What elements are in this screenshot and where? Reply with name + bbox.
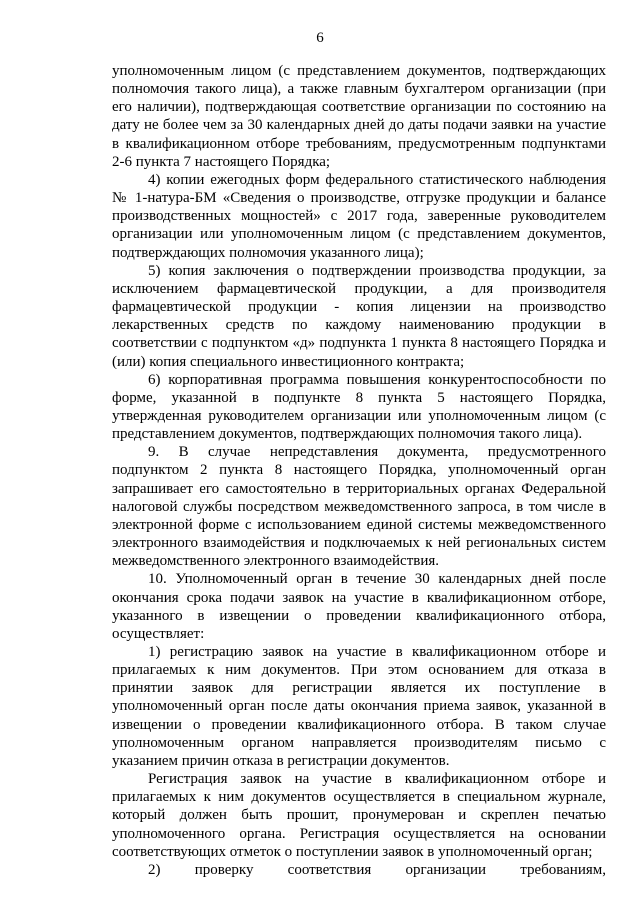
paragraph-continuation: уполномоченным лицом (с представлением документов, подтверждающих полномочия такого лица), а также главным бухгалтером организации (при его наличии), подтверждающая соответствие организации по состоянию на дату не более чем за 30 календарных дней до даты подачи заявки на участие в квалификационном отборе требованиям, предусмотренным подпунктами 2-6 пункта 7 настоящего Порядка; [112,63,606,170]
paragraph-item-4: 4) копии ежегодных форм федерального статистического наблюдения № 1-натура-БМ «Сведения о производстве, отгрузке продукции и балансе производственных мощностей» с 2017 года, заверенные руководителем организации или уполномоченным лицом (с представлением документов, подтверждающих полномочия указанного лица); [112,171,606,261]
paragraph-item-6: 6) корпоративная программа повышения конкурентоспособности по форме, указанной в подпункте 8 пункта 5 настоящего Порядка, утвержденная руководителем организации или уполномоченным лицом (с представлением документов, подтверждающих полномочия такого лица). [112,371,606,443]
paragraph-clause-9: 9. В случае непредставления документа, предусмотренного подпунктом 2 пункта 8 настоящего Порядка, уполномоченный орган запрашивает его самостоятельно в территориальных органах Федеральной налоговой службы посредством межведомственного запроса, в том числе в электронной форме с использованием единой системы межведомственного электронного взаимодействия и подключаемых к ней региональных систем межведомственного электронного взаимодействия. [112,444,606,570]
paragraph-subitem-1: 1) регистрацию заявок на участие в квалификационном отборе и прилагаемых к ним документов. При этом основанием для отказа в принятии заявок для регистрации является их поступление в уполномоченный орган после даты окончания приема заявок, указанной в извещении о проведении квалификационного отбора. В таком случае уполномоченным органом направляется производителям письмо с указанием причин отказа в регистрации документов. [112,644,606,769]
page-number: 6 [316,30,324,46]
paragraph-registration: Регистрация заявок на участие в квалификационном отборе и прилагаемых к ним документов осуществляется в специальном журнале, который должен быть прошит, пронумерован и скреплен печатью уполномоченного органа. Регистрация осуществляется на основании соответствующих отметок о поступлении заявок в уполномоченный орган; [112,771,606,860]
paragraph-item-5: 5) копия заключения о подтверждении производства продукции, за исключением фармацевтической продукции, а для производителя фармацевтической продукции - копия лицензии на производство лекарственных средств по каждому наименованию продукции в соответствии с подпунктом «д» подпункта 1 пункта 8 настоящего Порядка и (или) копия специального инвестиционного контракта; [112,262,606,370]
paragraph-subitem-2: 2) проверку соответствия организации требованиям, [148,861,606,878]
paragraph-clause-10: 10. Уполномоченный орган в течение 30 календарных дней после окончания срока подачи заявок на участие в квалификационном отборе, указанного в извещении о проведении квалификационного отбора, осуществляет: [112,571,606,642]
document-body [112,62,606,879]
